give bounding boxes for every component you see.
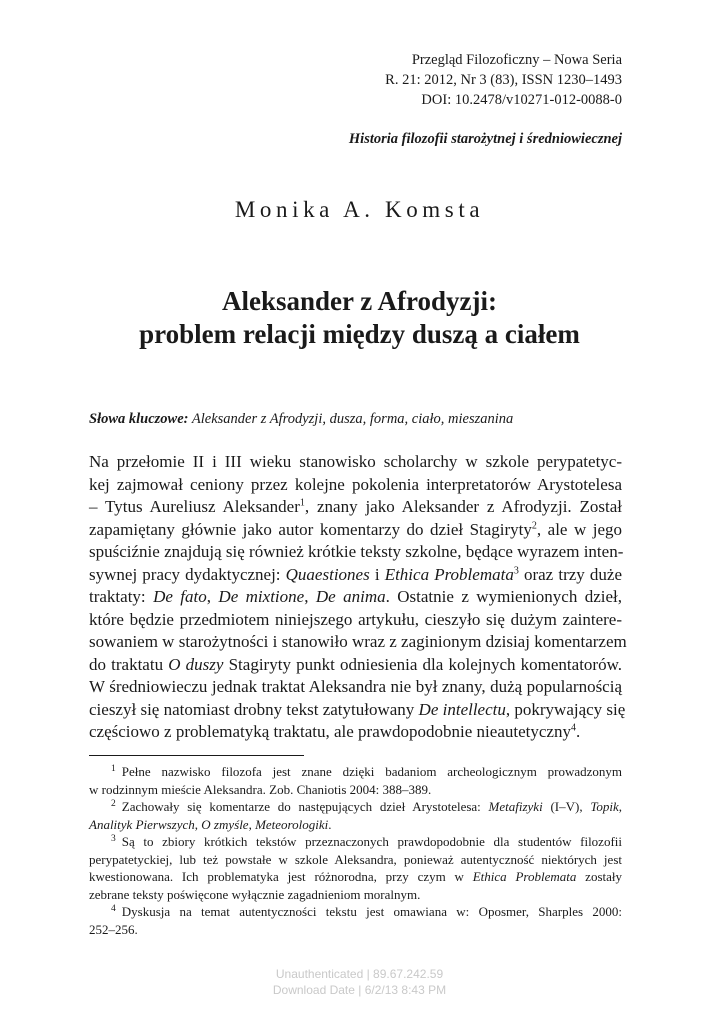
footnote-text: zostały bbox=[576, 869, 622, 884]
journal-doi: DOI: 10.2478/v10271-012-0088-0 bbox=[421, 92, 622, 108]
footnote-4 bbox=[89, 903, 622, 921]
title-line-2: problem relacji między duszą a ciałem bbox=[139, 319, 580, 349]
work-title: O zmyśle bbox=[201, 816, 249, 832]
body-line bbox=[89, 474, 622, 497]
body-text-run: i bbox=[369, 564, 385, 584]
body-text-run: sowaniem w starożytności i stanowiło wraz z zaginionym dzisiaj komentarzem bbox=[89, 632, 627, 651]
footnote-ref-2[interactable]: 2 bbox=[531, 519, 537, 531]
footnote-text: , bbox=[618, 799, 622, 814]
footnote-text: , bbox=[194, 816, 202, 832]
footnote-text: perypatetyckiej, lub też powstałe w szkole Aleksandra, ponieważ autentyczność niektórych jest bbox=[89, 851, 622, 867]
journal-name: Przegląd Filozoficzny – Nowa Seria bbox=[411, 52, 622, 68]
footnote-text: , bbox=[248, 816, 256, 832]
footnote-3-cont bbox=[89, 868, 622, 886]
footnotes bbox=[89, 763, 622, 938]
body-text-run: sywnej pracy dydaktycznej: bbox=[89, 564, 286, 584]
body-text-run: , bbox=[206, 587, 219, 606]
footnote-1-cont bbox=[89, 781, 622, 799]
body-line bbox=[89, 699, 626, 722]
body-text-run: oraz trzy duże bbox=[518, 564, 623, 584]
body-text-run: zapamiętany głównie jako autor komentarzy do dzieł Stagiryty bbox=[89, 519, 532, 539]
footnote-2-cont bbox=[89, 816, 622, 834]
keywords bbox=[89, 411, 629, 428]
body-text-run: Na przełomie II i III wieku stanowisko scholarchy w szkole perypatetyc- bbox=[89, 452, 622, 471]
body-text-run: . Ostatnie z wymienionych dzieł, bbox=[385, 587, 623, 606]
footnote-1 bbox=[89, 763, 622, 781]
body-line bbox=[89, 519, 622, 542]
body-line bbox=[89, 676, 622, 699]
footnote-text: Zachowały się komentarze do następujących dzieł Arystotelesa: bbox=[121, 799, 489, 814]
footnote-3-cont bbox=[89, 886, 622, 904]
footnote-text: w rodzinnym mieście Aleksandra. Zob. Chaniotis 2004: 388–389. bbox=[89, 781, 432, 797]
body-line bbox=[89, 541, 622, 564]
body-paragraph bbox=[89, 451, 627, 744]
body-text-run: spuściźnie znajdują się również krótkie teksty szkolne, będące wyrazem inten- bbox=[89, 542, 624, 561]
footnote-text: zebrane teksty poświęcone wyłącznie zagadnieniom moralnym. bbox=[89, 886, 421, 902]
work-title: Ethica Problemata bbox=[384, 564, 514, 584]
body-text-run: kej zajmował ceniony przez kolejne pokolenia interpretatorów Arystotelesa bbox=[89, 474, 622, 494]
body-line bbox=[89, 586, 622, 609]
body-text-run: , bbox=[304, 587, 316, 606]
footnote-number: 3 bbox=[111, 833, 116, 844]
body-line bbox=[89, 496, 622, 519]
body-text-run: , pokrywający się bbox=[505, 699, 626, 719]
work-title: De mixtione bbox=[218, 587, 305, 606]
footnote-ref-4[interactable]: 4 bbox=[570, 722, 576, 734]
footnote-text: 252–256. bbox=[89, 921, 138, 937]
footnote-text: Dyskusja na temat autentyczności tekstu jest omawiana w: Oposmer, Sharples 2000: bbox=[121, 904, 622, 919]
footnote-text: (I–V), bbox=[542, 799, 591, 814]
footnote-ref-3[interactable]: 3 bbox=[513, 564, 519, 576]
footnote-3-cont bbox=[89, 851, 622, 869]
work-title: Meteorologiki bbox=[255, 816, 329, 832]
body-text-run: W średniowieczu jednak traktat Aleksandra nie był znany, dużą popularnością bbox=[89, 677, 622, 696]
body-text-run: Stagiryty punkt odniesienia dla kolejnych komentatorów. bbox=[223, 654, 623, 674]
work-title: Quaestiones bbox=[285, 564, 370, 584]
title-line-1: Aleksander z Afrodyzji: bbox=[222, 286, 497, 316]
body-text-run: które będzie przedmiotem niniejszego artykułu, cieszyło się dużym zaintere- bbox=[89, 609, 622, 629]
section-title: Historia filozofii starożytnej i średniowiecznej bbox=[348, 131, 622, 147]
footnote-text: Pełne nazwisko filozofa jest znane dzięki badaniom archeologicznym prowadzonym bbox=[121, 764, 622, 779]
download-watermark bbox=[0, 966, 719, 998]
body-line bbox=[89, 451, 622, 474]
footnote-3 bbox=[89, 833, 622, 851]
work-title: O duszy bbox=[168, 654, 224, 674]
work-title: Analityk Pierwszych bbox=[89, 816, 195, 832]
article-title bbox=[0, 285, 719, 351]
footnote-ref-1[interactable]: 1 bbox=[299, 497, 305, 509]
body-text-run: , ale w jego bbox=[536, 519, 623, 539]
body-line bbox=[89, 609, 622, 632]
footnote-2 bbox=[89, 798, 622, 816]
footnote-number: 4 bbox=[111, 903, 116, 914]
footnote-text: . bbox=[328, 816, 332, 832]
body-text-run: do traktatu bbox=[89, 654, 169, 674]
journal-volume: R. 21: 2012, Nr 3 (83), ISSN 1230–1493 bbox=[385, 72, 622, 88]
body-line bbox=[89, 631, 627, 654]
body-text-run: . bbox=[575, 722, 581, 741]
body-text-run: , znany jako Aleksander z Afrodyzji. Został bbox=[304, 497, 623, 516]
work-title: Topik bbox=[590, 799, 619, 814]
work-title: Metafizyki bbox=[488, 799, 543, 814]
keywords-label: Słowa kluczowe: bbox=[89, 411, 189, 427]
body-line bbox=[89, 721, 622, 744]
work-title: Ethica Problemata bbox=[472, 869, 577, 884]
journal-header bbox=[222, 50, 622, 110]
footnote-text: kwestionowana. Ich problematyka jest różnorodna, przy czym w bbox=[89, 869, 473, 884]
watermark-line-1: Unauthenticated | 89.67.242.59 bbox=[275, 967, 444, 981]
body-text-run: traktaty: bbox=[89, 587, 154, 606]
watermark-line-2: Download Date | 6/2/13 8:43 PM bbox=[272, 983, 447, 997]
footnote-text: Są to zbiory krótkich tekstów przeznaczonych prawdopodobnie dla studentów filozofii bbox=[121, 834, 622, 849]
footnote-number: 1 bbox=[111, 763, 116, 774]
footnote-4-cont bbox=[89, 921, 622, 939]
body-text-run: – Tytus Aureliusz Aleksander bbox=[89, 497, 300, 516]
body-text-run: częściowo z problematyką traktatu, ale prawdopodobnie nieautetyczny bbox=[89, 722, 571, 741]
body-line bbox=[89, 564, 622, 587]
body-line bbox=[89, 654, 622, 677]
body-text-run: cieszył się natomiast drobny tekst zatytułowany bbox=[89, 699, 419, 719]
work-title: De anima bbox=[315, 587, 386, 606]
footnote-divider bbox=[89, 755, 304, 756]
footnote-number: 2 bbox=[111, 798, 116, 809]
work-title: De fato bbox=[153, 587, 207, 606]
author-name: Monika A. Komsta bbox=[234, 197, 485, 222]
work-title: De intellectu bbox=[418, 699, 506, 719]
keywords-text: Aleksander z Afrodyzji, dusza, forma, ciało, mieszanina bbox=[191, 411, 514, 427]
